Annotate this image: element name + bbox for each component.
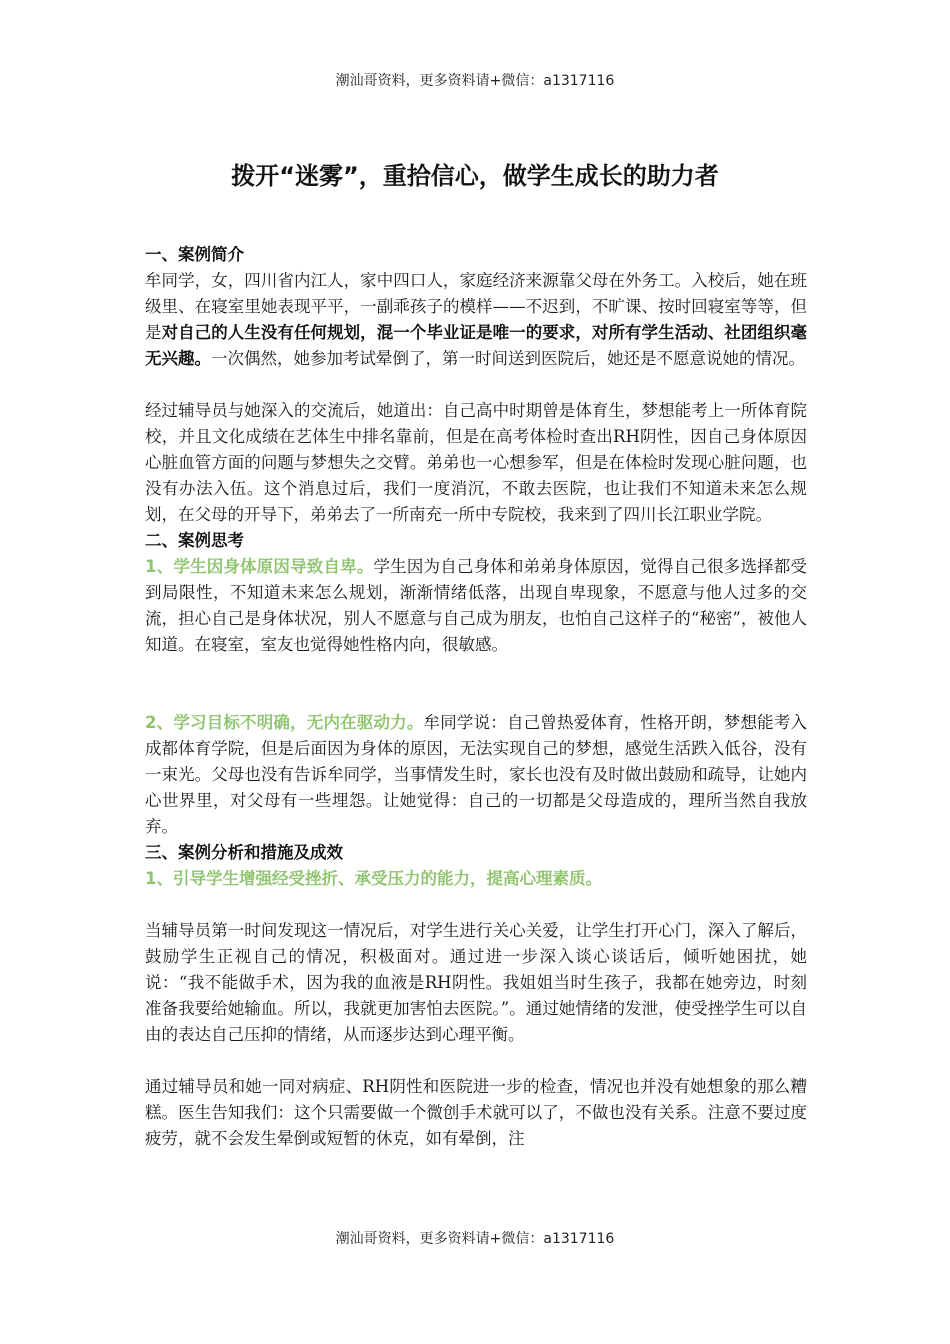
page-header: 潮汕哥资料，更多资料请+微信：a1317116 xyxy=(335,73,615,89)
paragraph-intro-2: 经过辅导员与她深入的交流后，她道出：自己高中时期曾是体育生，梦想能考上一所体育院校，并且文化成绩在艺体生中排名靠前，但是在高考体检时查出RH阴性，因自己身体原因心脏血管方面的问题与梦想失之交臂。弟弟也一心想参军，但是在体检时发现心脏问题，也没有办法入伍。这个消息过后，我们一度消沉，不敢去医院，也让我们不知道未来怎么规划，在父母的开导下，弟弟去了一所南充一所中专院校，我来到了四川长江职业学院。 xyxy=(145,401,807,524)
text-span: 牟同学，女，四川省内江人，家中四口人，家庭经济来源靠父母在外务工。入校后，她在班级里、在寝室里她表现平平，一副乖孩子的模样——不迟到，不旷课、按时回寝室等等，但是 xyxy=(145,271,807,342)
text-span: 学生因为自己身体和弟弟身体原因，觉得自己很多选择都受到局限性，不知道未来怎么规划，渐渐情绪低落，出现自卑现象，不愿意与他人过多的交流，担心自己是身体状况，别人不愿意与自己成为朋友，也怕自己这样子的“秘密”，被他人知道。在寝室，室友也觉得她性格内向，很敏感。 xyxy=(145,557,807,654)
section-heading-intro: 一、案例简介 xyxy=(145,245,244,264)
green-subheading: 2、学习目标不明确，无内在驱动力。 xyxy=(145,713,424,732)
paragraph-reflection-2 xyxy=(145,710,807,840)
bold-text: 对自己的人生没有任何规划，混一个毕业证是唯一的要求，对所有学生活动、社团组织毫无兴趣。 xyxy=(145,323,808,368)
green-subheading: 1、引导学生增强经受挫折、承受压力的能力，提高心理素质。 xyxy=(145,869,602,888)
section-heading-analysis: 三、案例分析和措施及成效 xyxy=(145,843,343,862)
text-span: 一次偶然，她参加考试晕倒了，第一时间送到医院后，她还是不愿意说她的情况。 xyxy=(211,349,805,368)
paragraph-analysis-1: 当辅导员第一时间发现这一情况后，对学生进行关心关爱，让学生打开心门，深入了解后，鼓励学生正视自己的情况，积极面对。通过进一步深入谈心谈话后，倾听她困扰，她说：“我不能做手术，因为我的血液是RH阴性。我姐姐当时生孩子，我都在她旁边，时刻准备我要给她输血。所以，我就更加害怕去医院。”。通过她情绪的发泄，使受挫学生可以自由的表达自己压抑的情绪，从而逐步达到心理平衡。 xyxy=(145,921,807,1044)
document-title: 拨开“迷雾”，重拾信心，做学生成长的助力者 xyxy=(231,162,719,190)
paragraph-reflection-1 xyxy=(145,554,807,658)
page-footer: 潮汕哥资料，更多资料请+微信：a1317116 xyxy=(335,1231,615,1247)
paragraph-analysis-2: 通过辅导员和她一同对病症、RH阴性和医院进一步的检查，情况也并没有她想象的那么糟糕。医生告知我们：这个只需要做一个微创手术就可以了，不做也没有关系。注意不要过度疲劳，就不会发生晕倒或短暂的休克，如有晕倒，注 xyxy=(145,1077,807,1148)
section-heading-reflection: 二、案例思考 xyxy=(145,531,244,550)
green-subheading: 1、学生因身体原因导致自卑。 xyxy=(145,557,374,576)
document-body xyxy=(145,242,807,1152)
paragraph-intro-1 xyxy=(145,268,807,372)
text-span: 牟同学说：自己曾热爱体育，性格开朗，梦想能考入成都体育学院，但是后面因为身体的原因，无法实现自己的梦想，感觉生活跌入低谷，没有一束光。父母也没有告诉牟同学，当事情发生时，家长也没有及时做出鼓励和疏导，让她内心世界里，对父母有一些埋怨。让她觉得：自己的一切都是父母造成的，理所当然自我放弃。 xyxy=(145,713,808,836)
